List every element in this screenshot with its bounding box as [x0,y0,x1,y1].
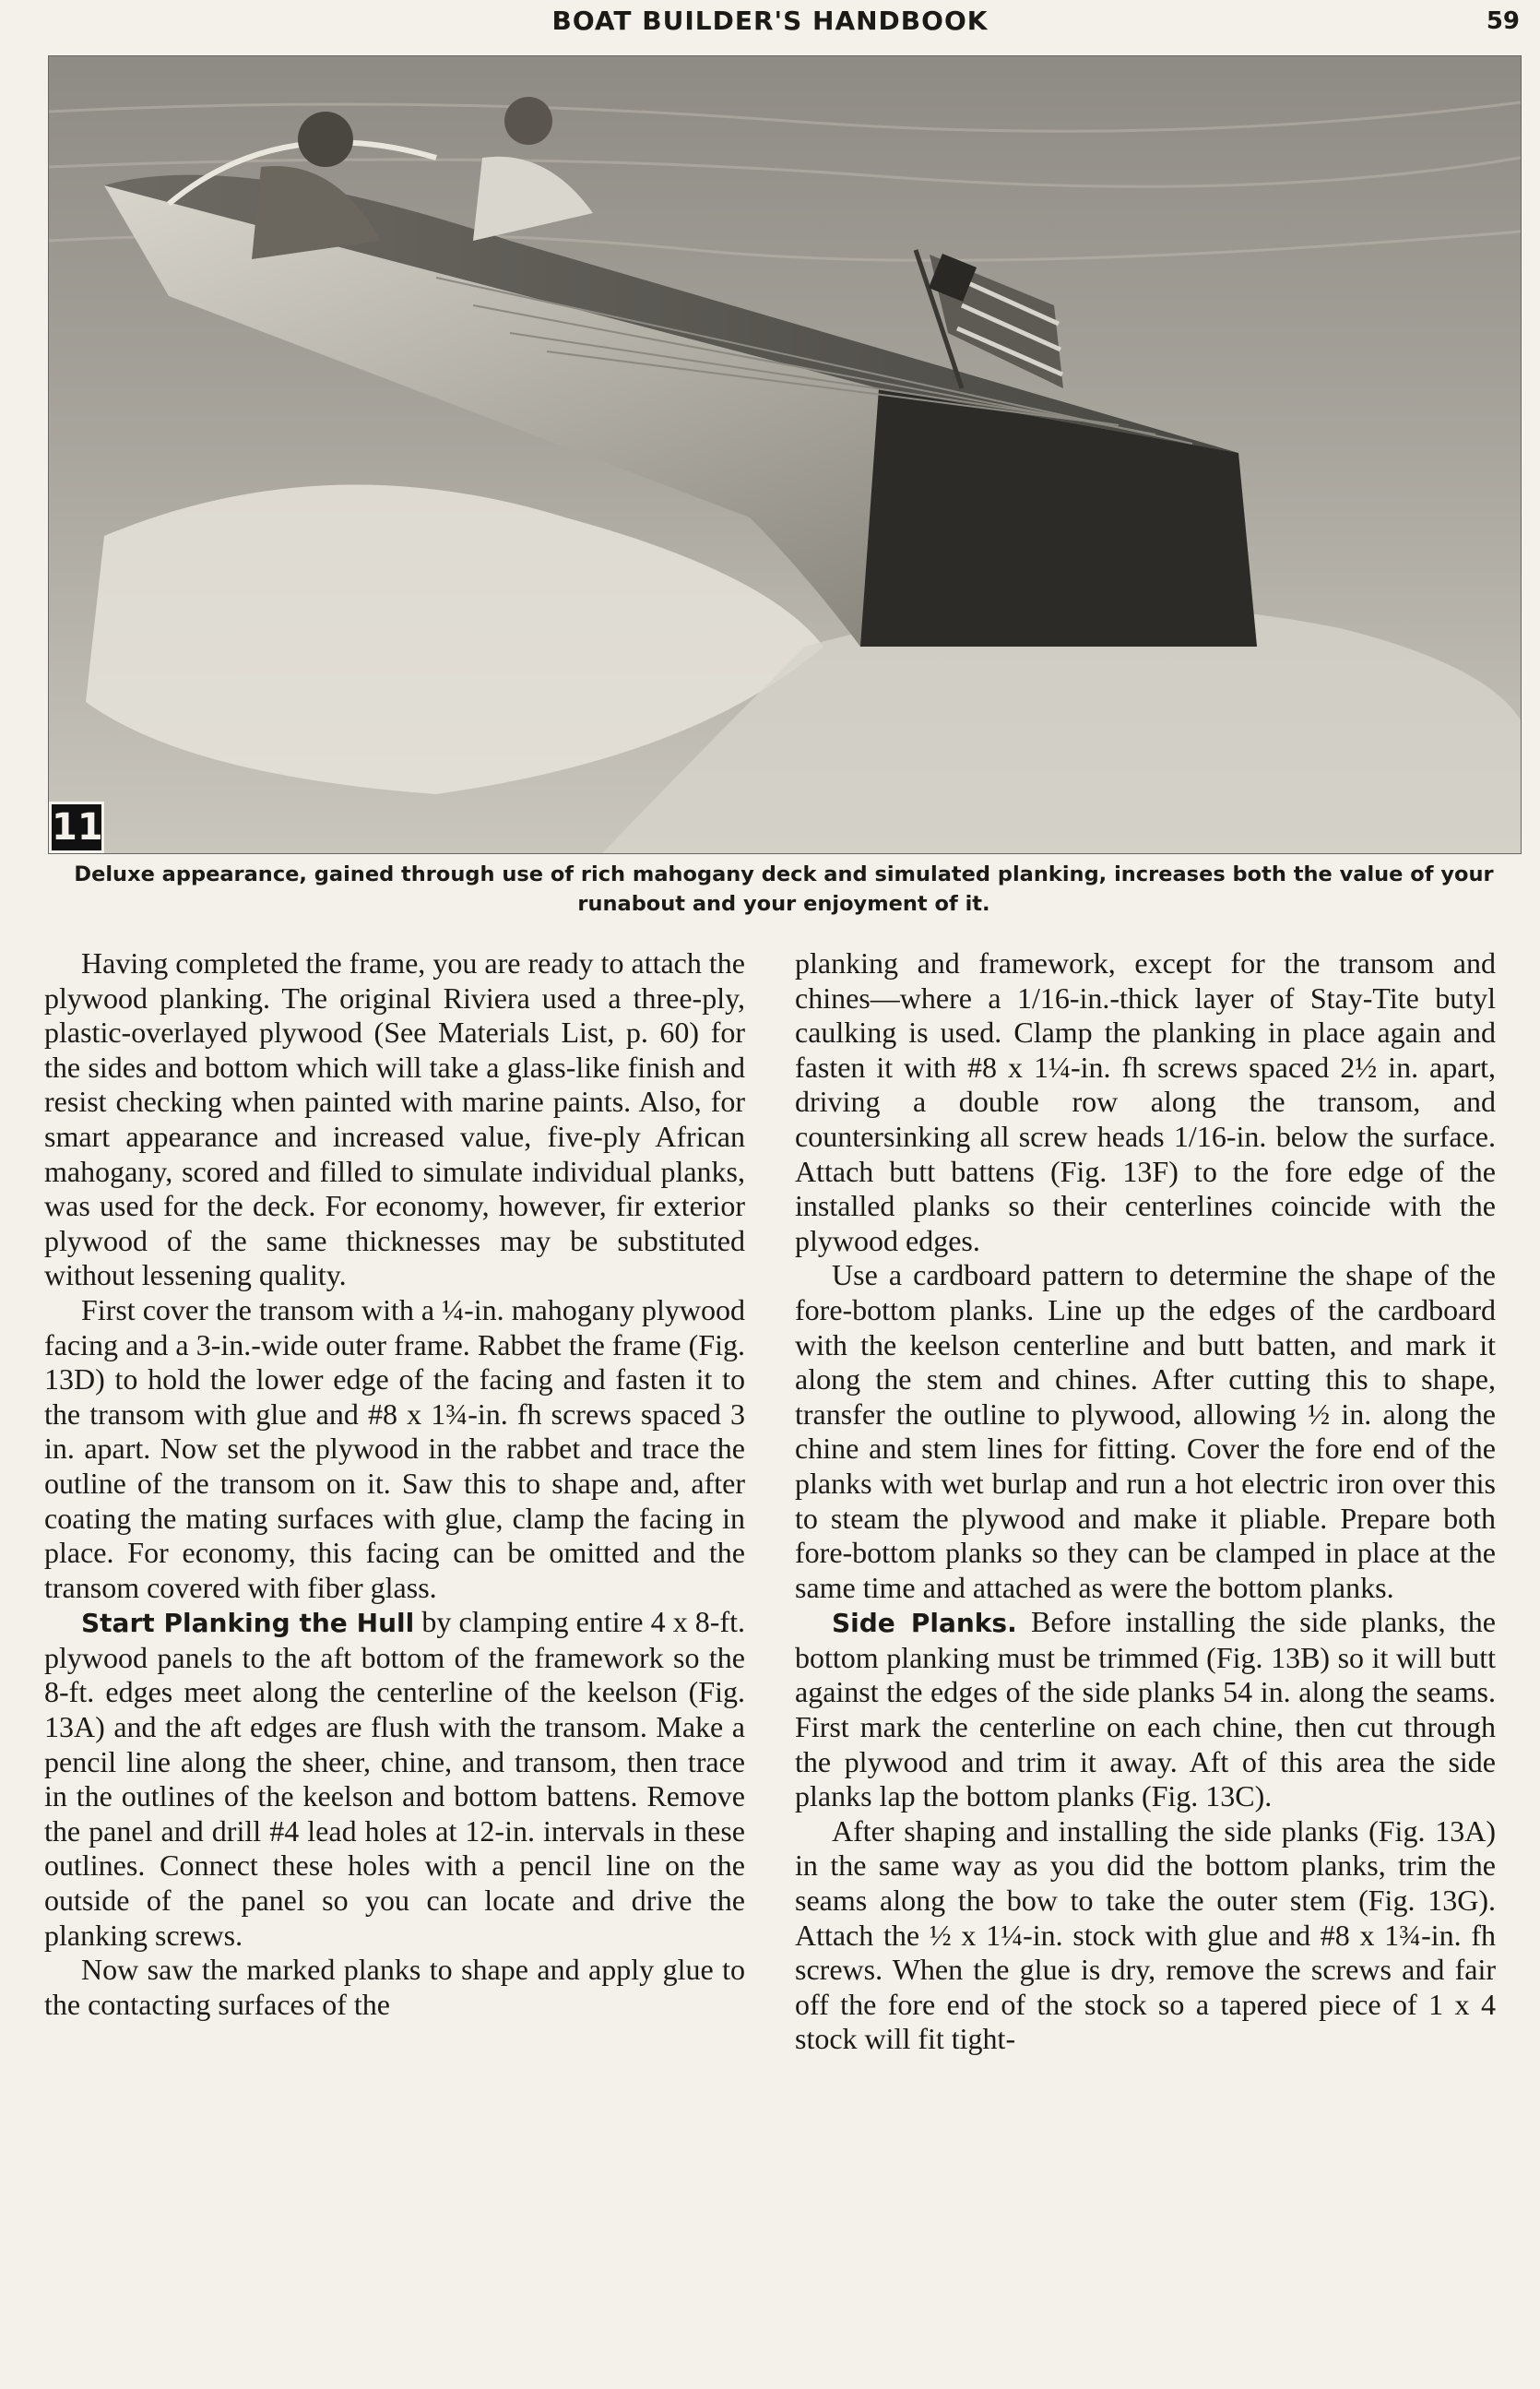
paragraph [795,1605,1496,1814]
figure-caption: Deluxe appearance, gained through use of rich mahogany deck and simulated planking, increases both the value of your runabout and your enjoyment of it. [74,862,1494,916]
boat-photo [48,55,1522,854]
right-column [795,946,1496,2385]
paragraph: Use a cardboard pattern to determine the shape of the fore-bottom planks. Line up the edges of the cardboard with the keelson centerline and butt batten, and mark it along the stem and chines. After cutting this to shape, transfer the outline to plywood, allowing ½ in. along the chine and stem lines for fitting. Cover the fore end of the planks with wet burlap and run a hot electric iron over this to steam the plywood and make it pliable. Prepare both fore-bottom planks so they can be clamped in place at the same time and attached as were the bottom planks. [795,1258,1496,1604]
section-heading: Side Planks. [832,1608,1017,1639]
running-title: BOAT BUILDER'S HANDBOOK [551,6,989,36]
figure-number-badge: 11 [49,802,104,853]
paragraph: Having completed the frame, you are ready to attach the plywood planking. The original Riviera used a three-ply, plastic-overlayed plywood (See Materials List, p. 60) for the sides and bottom which will take a glass-like finish and resist checking when painted with marine paints. Also, for smart appearance and increased value, five-ply African mahogany, scored and filled to simulate individual planks, was used for the deck. For economy, however, fir exterior plywood of the same thicknesses may be substituted without lessening quality. [44,946,745,1292]
paragraph: Now saw the marked planks to shape and apply glue to the contacting surfaces of the [44,1953,745,2021]
page-number: 59 [1486,7,1520,35]
paragraph: After shaping and installing the side planks (Fig. 13A) in the same way as you did the bottom planks, trim the seams along the bow to take the outer stem (Fig. 13G). Attach the ½ x 1¼-in. stock with glue and #8 x 1¾-in. fh screws. When the glue is dry, remove the screws and fair off the fore end of the stock so a tapered piece of 1 x 4 stock will fit tight- [795,1813,1496,2056]
section-heading: Start Planking the Hull [81,1608,415,1639]
paragraph [44,1605,745,1953]
paragraph: First cover the transom with a ¼-in. mahogany plywood facing and a 3-in.-wide outer frame. Rabbet the frame (Fig. 13D) to hold the lower edge of the facing and fasten it to the transom with glue and #8 x 1¾-in. fh screws spaced 3 in. apart. Now set the plywood in the rabbet and trace the outline of the transom on it. Saw this to shape and, after coating the mating surfaces with glue, clamp the facing in place. For economy, this facing can be omitted and the transom covered with fiber glass. [44,1292,745,1604]
paragraph-text: Before installing the side planks, the bottom planking must be trimmed (Fig. 13B) so it will butt against the edges of the side planks 54 in. along the seams. First mark the centerline on each chine, then cut through the plywood and trim it away. Aft of this area the side planks lap the bottom planks (Fig. 13C). [795,1605,1497,1813]
page-header [0,0,1540,44]
paragraph-text: by clamping entire 4 x 8-ft. plywood panels to the aft bottom of the framework so the 8-ft. edges meet along the centerline of the keelson (Fig. 13A) and the aft edges are flush with the transom. Make a pencil line along the sheer, chine, and transom, then trace in the outlines of the keelson and bottom battens. Remove the panel and drill #4 lead holes at 12-in. intervals in these outlines. Connect these holes with a pencil line on the outside of the panel so you can locate and drive the planking screws. [44,1605,746,1952]
paragraph: planking and framework, except for the transom and chines—where a 1/16-in.-thick layer of Stay-Tite butyl caulking is used. Clamp the planking in place again and fasten it with #8 x 1¼-in. fh screws spaced 2½ in. apart, driving a double row along the transom, and countersinking all screw heads 1/16-in. below the surface. Attach butt battens (Fig. 13F) to the fore edge of the installed planks so their centerlines coincide with the plywood edges. [795,946,1496,1257]
left-column [44,946,745,2385]
runabout-photo-illustration [49,56,1521,853]
